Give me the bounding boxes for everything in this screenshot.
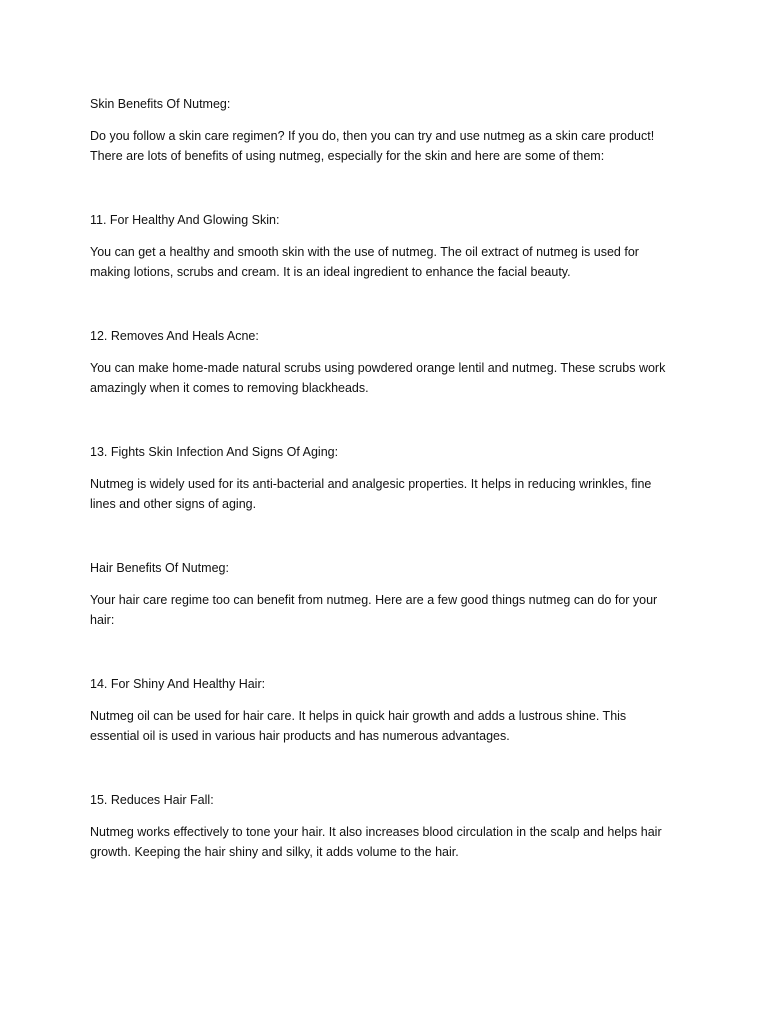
paragraph-line: Nutmeg is widely used for its anti-bacterial and analgesic properties. It helps in reducing wrinkles, fine: [90, 477, 652, 491]
paragraph-line: Nutmeg works effectively to tone your hair. It also increases blood circulation in the scalp and helps hair: [90, 825, 662, 839]
paragraph-line: hair:: [90, 613, 115, 627]
paragraph-line: amazingly when it comes to removing blackheads.: [90, 381, 369, 395]
section-paragraph-hair-benefits: [90, 590, 680, 630]
paragraph-line: You can make home-made natural scrubs using powdered orange lentil and nutmeg. These scrubs work: [90, 361, 666, 375]
section-paragraph-hair-fall: [90, 822, 680, 862]
section-paragraph-shiny-hair: [90, 706, 680, 746]
section-paragraph-healthy-skin: [90, 242, 680, 282]
paragraph-line: There are lots of benefits of using nutmeg, especially for the skin and here are some of them:: [90, 149, 605, 163]
section-heading-hair-benefits: Hair Benefits Of Nutmeg:: [90, 561, 229, 575]
paragraph-line: growth. Keeping the hair shiny and silky, it adds volume to the hair.: [90, 845, 459, 859]
section-paragraph-acne: [90, 358, 680, 398]
section-heading-skin-infection: 13. Fights Skin Infection And Signs Of Aging:: [90, 445, 339, 459]
intro-heading: Skin Benefits Of Nutmeg:: [90, 97, 231, 111]
paragraph-line: essential oil is used in various hair products and has numerous advantages.: [90, 729, 510, 743]
section-paragraph-skin-infection: [90, 474, 680, 514]
paragraph-line: Your hair care regime too can benefit from nutmeg. Here are a few good things nutmeg can do for your: [90, 593, 658, 607]
paragraph-line: You can get a healthy and smooth skin with the use of nutmeg. The oil extract of nutmeg is used for: [90, 245, 639, 259]
document-body: [90, 94, 680, 906]
section-heading-shiny-hair: 14. For Shiny And Healthy Hair:: [90, 677, 266, 691]
section-heading-hair-fall: 15. Reduces Hair Fall:: [90, 793, 214, 807]
section-heading-healthy-skin: 11. For Healthy And Glowing Skin:: [90, 213, 280, 227]
intro-paragraph: [90, 126, 680, 166]
section-heading-acne: 12. Removes And Heals Acne:: [90, 329, 259, 343]
paragraph-line: making lotions, scrubs and cream. It is an ideal ingredient to enhance the facial beauty.: [90, 265, 571, 279]
paragraph-line: Nutmeg oil can be used for hair care. It helps in quick hair growth and adds a lustrous shine. This: [90, 709, 627, 723]
paragraph-line: lines and other signs of aging.: [90, 497, 257, 511]
paragraph-line: Do you follow a skin care regimen? If you do, then you can try and use nutmeg as a skin care product!: [90, 129, 655, 143]
